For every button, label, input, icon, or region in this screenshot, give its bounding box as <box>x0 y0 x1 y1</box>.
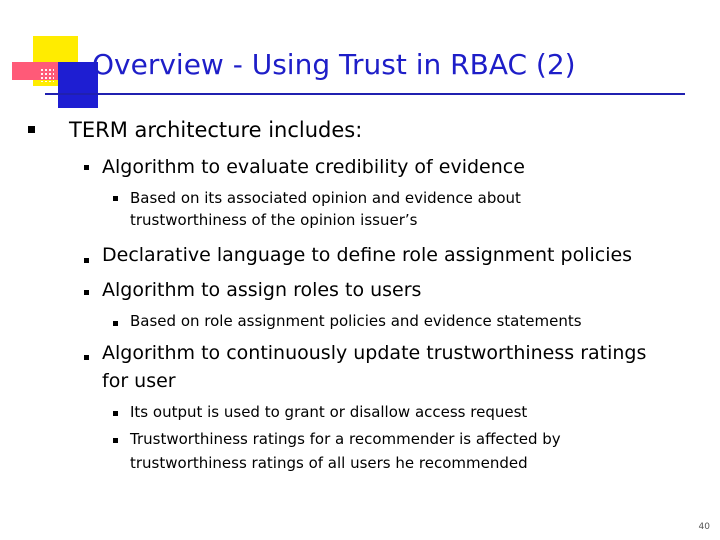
logo-dot-pattern <box>40 68 54 82</box>
bullet-text-level3: Trustworthiness ratings for a recommender is affected by <box>130 430 561 448</box>
slide-title: Overview - Using Trust in RBAC (2) <box>92 48 576 81</box>
bullet-text-level2: Declarative language to define role assignment policies <box>102 244 633 266</box>
bullet-square-icon <box>84 258 89 263</box>
bullet-text-level3: Based on role assignment policies and evidence statements <box>130 312 582 330</box>
page-number: 40 <box>698 522 710 532</box>
bullet-text-level1: TERM architecture includes: <box>69 118 363 142</box>
bullet-text-level3: trustworthiness of the opinion issuer’s <box>130 211 418 229</box>
bullet-text-level2: Algorithm to assign roles to users <box>102 279 422 301</box>
bullet-text-level2: for user <box>102 370 176 392</box>
bullet-text-level2: Algorithm to continuously update trustworthiness ratings <box>102 342 647 364</box>
bullet-square-icon <box>113 321 118 326</box>
title-underline <box>45 93 685 95</box>
bullet-square-icon <box>28 126 35 133</box>
bullet-text-level3: trustworthiness ratings of all users he recommended <box>130 454 528 472</box>
bullet-square-icon <box>113 438 118 443</box>
bullet-text-level2: Algorithm to evaluate credibility of evidence <box>102 156 525 178</box>
bullet-square-icon <box>84 355 89 360</box>
bullet-square-icon <box>84 290 89 295</box>
bullet-text-level3: Based on its associated opinion and evidence about <box>130 189 521 207</box>
bullet-square-icon <box>113 196 118 201</box>
logo-pink-bar <box>12 62 62 80</box>
bullet-square-icon <box>113 411 118 416</box>
bullet-square-icon <box>84 165 89 170</box>
bullet-text-level3: Its output is used to grant or disallow access request <box>130 403 528 421</box>
